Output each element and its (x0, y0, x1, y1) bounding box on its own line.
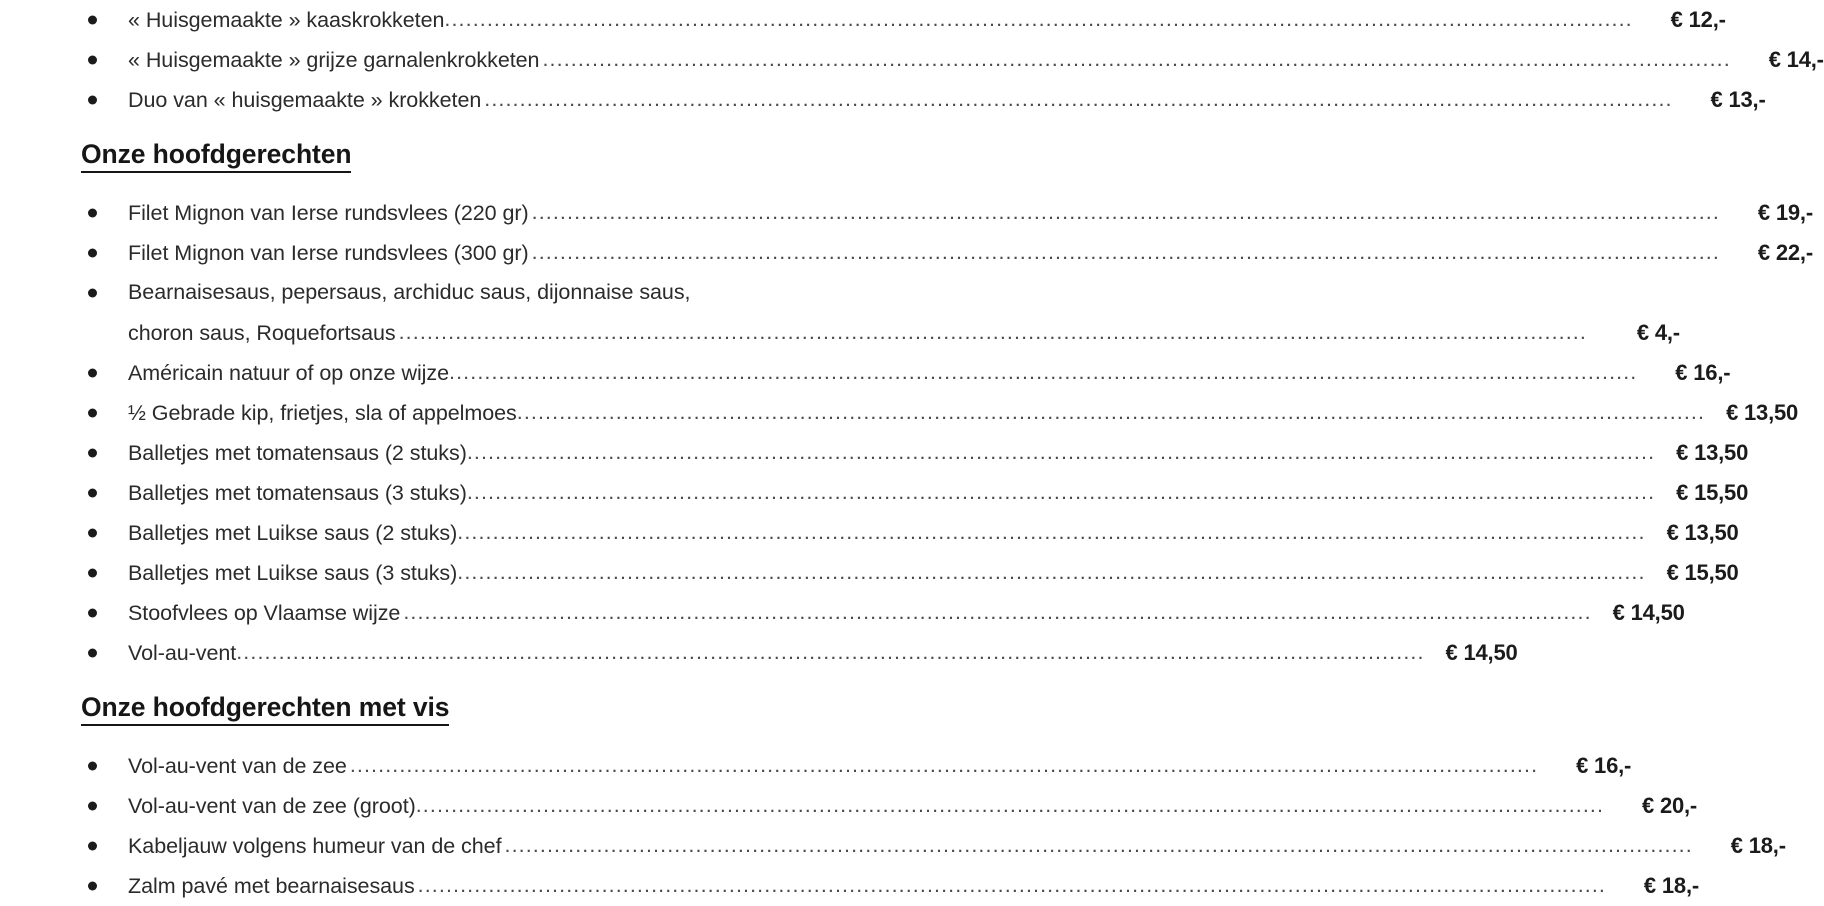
menu-item-row (0, 193, 1813, 233)
bullet-icon (88, 96, 97, 105)
menu-item-row-continuation (0, 313, 1680, 353)
menu-item-price: € 18,- (1730, 832, 1786, 858)
spacer (0, 729, 1280, 746)
menu-item-price: € 13,- (1710, 86, 1766, 112)
spacer (0, 673, 1280, 689)
menu-item-row (0, 513, 1739, 553)
menu-group-fish-dishes (0, 746, 1786, 906)
menu-item-row (0, 273, 1280, 313)
menu-item-name: ½ Gebrade kip, frietjes, sla of appelmoes (128, 400, 517, 425)
dot-leader (457, 560, 1645, 585)
menu-item-price: € 16,- (1576, 752, 1632, 778)
menu-item-row (0, 746, 1632, 786)
menu-item-price: € 12,- (1670, 6, 1726, 32)
bullet-icon (88, 529, 97, 538)
menu-item-row (0, 473, 1749, 513)
dot-leader (457, 520, 1645, 545)
menu-item-row (0, 0, 1726, 40)
section-heading-fish-dishes (0, 689, 1280, 729)
dot-leader (532, 240, 1720, 265)
menu-item-name-continuation: choron saus, Roquefortsaus (128, 320, 396, 345)
menu-group-starters-continued (0, 0, 1824, 120)
bullet-icon (88, 762, 97, 771)
menu-item-name: « Huisgemaakte » grijze garnalenkrokketen (128, 47, 540, 72)
menu-item-row (0, 866, 1699, 906)
menu-item-row (0, 593, 1685, 633)
dot-leader (399, 320, 1587, 345)
menu-item-name: Vol-au-vent van de zee (128, 753, 347, 778)
section-heading-text: Onze hoofdgerechten met vis (81, 692, 449, 725)
bullet-icon (88, 489, 97, 498)
bullet-icon (88, 802, 97, 811)
bullet-icon (88, 289, 97, 298)
menu-item-price: € 19,- (1757, 199, 1813, 225)
bullet-icon (88, 569, 97, 578)
bullet-icon (88, 449, 97, 458)
menu-item-price: € 14,50 (1612, 599, 1685, 625)
menu-item-price: € 13,50 (1666, 519, 1739, 545)
bullet-icon (88, 56, 97, 65)
menu-item-name: Stoofvlees op Vlaamse wijze (128, 600, 401, 625)
dot-leader (517, 400, 1705, 425)
dot-leader (484, 87, 1672, 112)
menu-item-name: Filet Mignon van Ierse rundsvlees (220 gr) (128, 200, 529, 225)
menu-item-price: € 13,50 (1676, 439, 1749, 465)
dot-leader (416, 793, 1604, 818)
menu-item-name: Balletjes met tomatensaus (2 stuks) (128, 440, 467, 465)
spacer (0, 176, 1280, 193)
menu-item-row (0, 433, 1749, 473)
menu-item-price: € 14,50 (1445, 639, 1518, 665)
bullet-icon (88, 882, 97, 891)
bullet-icon (88, 369, 97, 378)
dot-leader (467, 440, 1655, 465)
dot-leader (532, 200, 1720, 225)
dot-leader (449, 360, 1637, 385)
dot-leader (418, 873, 1606, 898)
dot-leader (236, 640, 1424, 665)
dot-leader (542, 47, 1730, 72)
menu-item-name: Duo van « huisgemaakte » krokketen (128, 87, 482, 112)
menu-group-main-dishes (0, 193, 1813, 673)
bullet-icon (88, 209, 97, 218)
menu-item-row (0, 826, 1786, 866)
menu-item-price: € 18,- (1643, 872, 1699, 898)
section-heading-main-dishes (0, 136, 1280, 176)
menu-item-name: Balletjes met Luikse saus (2 stuks) (128, 520, 458, 545)
menu-item-row (0, 353, 1731, 393)
bullet-icon (88, 649, 97, 658)
menu-item-name: Vol-au-vent van de zee (groot) (128, 793, 416, 818)
menu-item-name: Zalm pavé met bearnaisesaus (128, 873, 415, 898)
menu-item-row (0, 553, 1739, 593)
menu-item-price: € 22,- (1757, 239, 1813, 265)
menu-item-row (0, 633, 1518, 673)
dot-leader (444, 7, 1632, 32)
menu-item-row (0, 80, 1766, 120)
bullet-icon (88, 249, 97, 258)
menu-item-row (0, 786, 1698, 826)
menu-item-price: € 4,- (1636, 319, 1680, 345)
bullet-icon (88, 409, 97, 418)
menu-item-name: Filet Mignon van Ierse rundsvlees (300 gr) (128, 240, 529, 265)
bullet-icon (88, 842, 97, 851)
dot-leader (403, 600, 1591, 625)
menu-item-name: Kabeljauw volgens humeur van de chef (128, 833, 502, 858)
menu-item-row (0, 233, 1813, 273)
menu-item-price: € 16,- (1675, 359, 1731, 385)
menu-item-price: € 13,50 (1726, 399, 1799, 425)
menu-item-name: Balletjes met tomatensaus (3 stuks) (128, 480, 467, 505)
bullet-icon (88, 609, 97, 618)
menu-item-price: € 14,- (1768, 46, 1824, 72)
menu-item-name: Balletjes met Luikse saus (3 stuks) (128, 560, 458, 585)
menu-item-row (0, 40, 1824, 80)
menu-item-price: € 15,50 (1676, 479, 1749, 505)
menu-item-price: € 15,50 (1666, 559, 1739, 585)
spacer (0, 120, 1280, 136)
dot-leader (350, 753, 1538, 778)
menu-item-name: Bearnaisesaus, pepersaus, archiduc saus, dijonnaise saus, (128, 280, 691, 305)
bullet-icon (88, 16, 97, 25)
menu-item-name: Vol-au-vent (128, 640, 237, 665)
section-heading-text: Onze hoofdgerechten (81, 139, 351, 172)
menu-item-price: € 20,- (1642, 792, 1698, 818)
dot-leader (467, 480, 1655, 505)
menu-item-row (0, 393, 1799, 433)
menu-item-name: « Huisgemaakte » kaaskrokketen (128, 7, 445, 32)
menu-item-name: Américain natuur of op onze wijze (128, 360, 450, 385)
dot-leader (505, 833, 1693, 858)
